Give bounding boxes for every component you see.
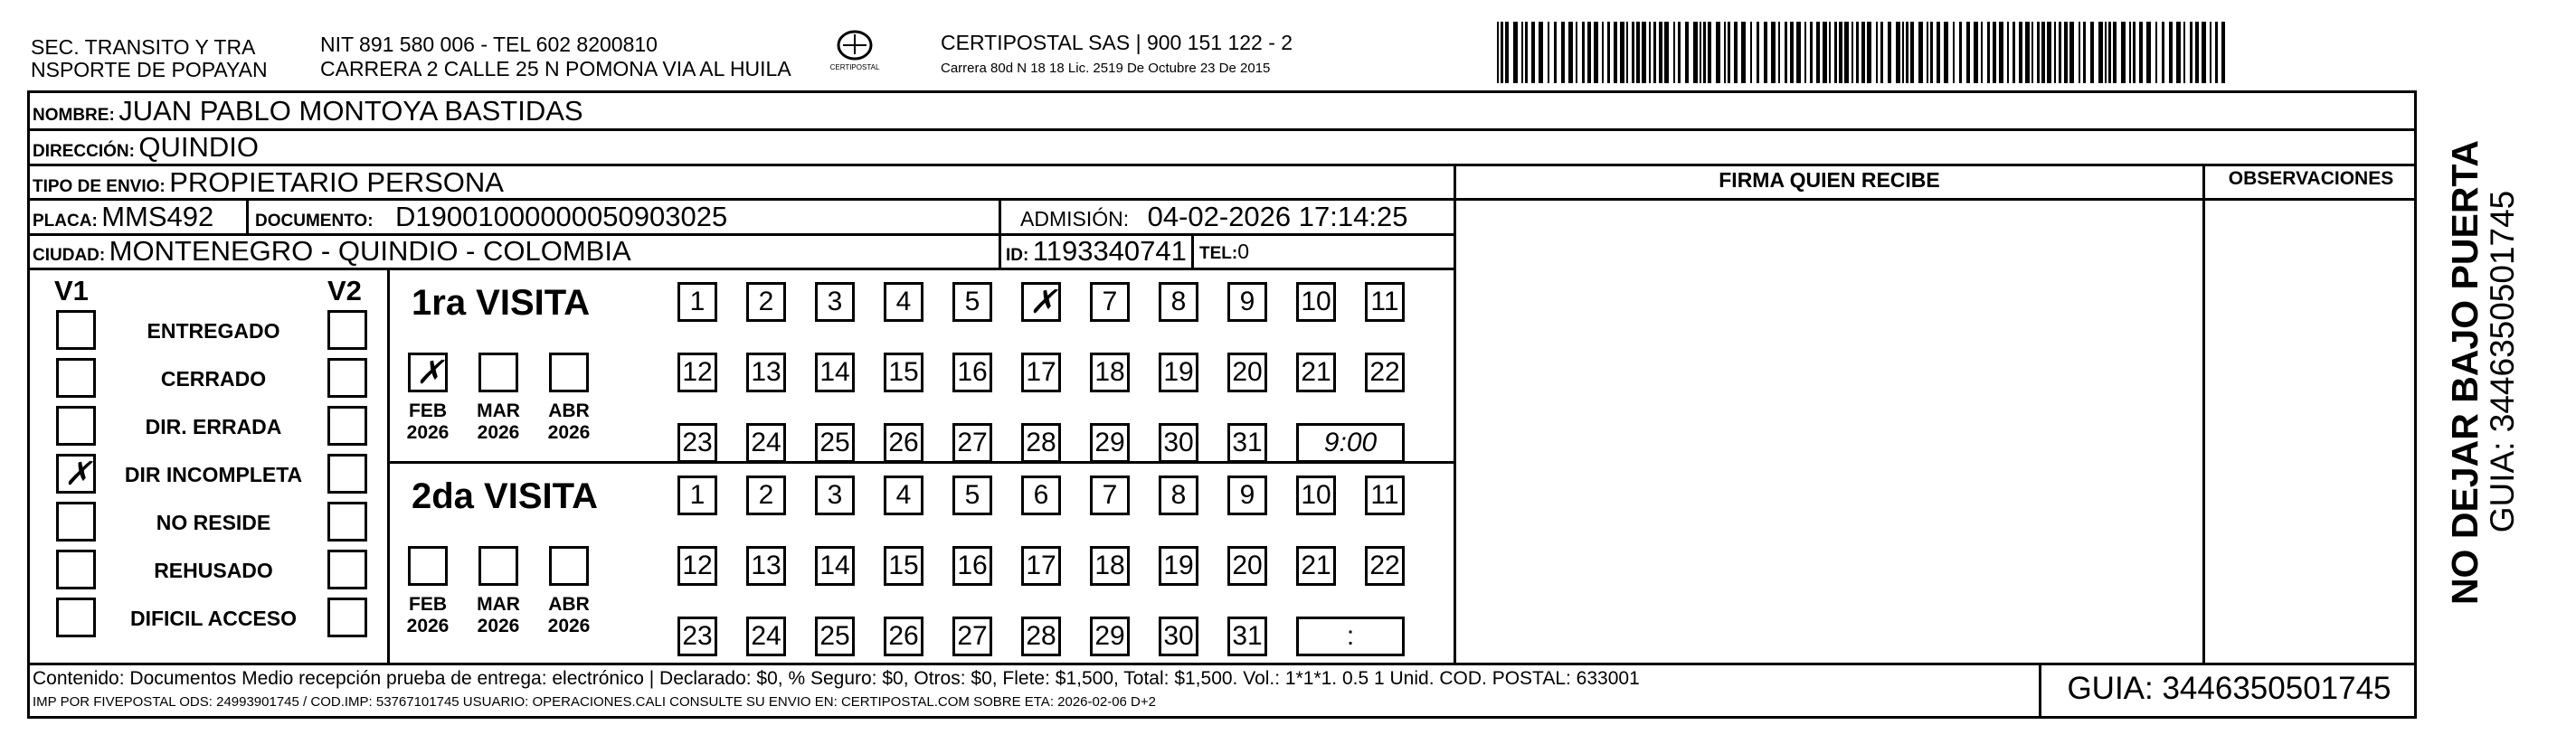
barcode-bar: [2215, 22, 2218, 83]
name-label: NOMBRE:: [33, 106, 115, 125]
month-year: 2026: [547, 422, 591, 443]
tel-value: 0: [1237, 240, 1250, 263]
v1-checkbox-dificil-acceso[interactable]: [56, 598, 96, 637]
month-name: ABR: [548, 594, 590, 615]
visit-2-day-box[interactable]: 8: [1159, 476, 1198, 515]
company-line: CERTIPOSTAL SAS | 900 151 122 - 2: [941, 31, 1293, 54]
visit-1-day-box[interactable]: 26: [884, 423, 923, 463]
visit-1-day-box[interactable]: 19: [1159, 353, 1198, 392]
barcode: [1497, 22, 2230, 83]
visit-1-day-box[interactable]: 18: [1090, 353, 1130, 392]
barcode-bar: [1501, 22, 1503, 83]
barcode-bar: [1642, 22, 1646, 83]
barcode-bar: [2007, 22, 2009, 83]
barcode-bar: [1653, 22, 1656, 83]
barcode-bar: [1888, 22, 1891, 83]
v1-checkbox-dir-errada[interactable]: [56, 406, 96, 446]
visit-2-day-box[interactable]: 15: [884, 546, 923, 586]
visit-2-day-box[interactable]: 6: [1021, 476, 1061, 515]
v1-checkbox-rehusado[interactable]: [56, 550, 96, 589]
barcode-bar: [2113, 22, 2117, 83]
barcode-bar: [1804, 22, 1806, 83]
visit-2-day-box[interactable]: 29: [1090, 617, 1130, 656]
recipient-address: QUINDIO: [138, 131, 260, 163]
v2-checkbox-dir-errada[interactable]: [327, 406, 367, 446]
barcode-bar: [1539, 22, 1543, 83]
barcode-bar: [1867, 22, 1871, 83]
visit-1-day-box[interactable]: 28: [1021, 423, 1061, 463]
barcode-bar: [1734, 22, 1738, 83]
visit-2-month-label: [396, 594, 459, 637]
barcode-bar: [1757, 22, 1759, 83]
barcode-bar: [1829, 22, 1831, 83]
barcode-bar: [2041, 22, 2045, 83]
visit-1-month-checkbox[interactable]: [408, 353, 448, 392]
document-label: DOCUMENTO:: [255, 212, 374, 231]
barcode-bar: [1861, 22, 1865, 83]
status-label-dir-errada: DIR. ERRADA: [145, 415, 282, 438]
visit-2-time-box[interactable]: :: [1296, 617, 1405, 656]
visit-1-month-label: [467, 400, 530, 444]
visit-1-time-box[interactable]: 9:00: [1296, 423, 1405, 463]
observations-area[interactable]: [2205, 201, 2417, 663]
barcode-bar: [1531, 22, 1535, 83]
barcode-bar: [1785, 22, 1787, 83]
visit-2-day-box[interactable]: 28: [1021, 617, 1061, 656]
visit-2-day-box[interactable]: 12: [677, 546, 717, 586]
visit-1-day-box[interactable]: 30: [1159, 423, 1198, 463]
barcode-bar: [1649, 22, 1651, 83]
tel-cell: [1199, 233, 1249, 273]
barcode-bar: [1910, 22, 1914, 83]
visit-1-day-box[interactable]: 29: [1090, 423, 1130, 463]
visit-2-day-box[interactable]: 31: [1227, 617, 1267, 656]
barcode-bar: [1974, 22, 1978, 83]
barcode-bar: [1505, 22, 1509, 83]
barcode-bar: [2098, 22, 2103, 83]
visit-1-day-box[interactable]: 7: [1090, 282, 1130, 322]
visit-2-day-box[interactable]: 25: [815, 617, 855, 656]
barcode-bar: [1778, 22, 1780, 83]
address-line: CARRERA 2 CALLE 25 N POMONA VIA AL HUILA: [320, 57, 791, 80]
barcode-bar: [1764, 22, 1767, 83]
check-mark: ✗: [64, 456, 92, 493]
v1-checkbox-no-reside[interactable]: [56, 502, 96, 542]
barcode-bar: [2210, 22, 2211, 83]
recipient-name: JUAN PABLO MONTOYA BASTIDAS: [118, 95, 583, 127]
v2-checkbox-dificil-acceso[interactable]: [327, 598, 367, 637]
visit-2-day-box[interactable]: 27: [952, 617, 992, 656]
visit-2-day-box[interactable]: 24: [746, 617, 786, 656]
barcode-bar: [1823, 22, 1827, 83]
visit-2-day-box[interactable]: 17: [1021, 546, 1061, 586]
v1-checkbox-dir-incompleta[interactable]: [56, 454, 96, 494]
barcode-bar: [2012, 22, 2015, 83]
content-line: Contenido: Documentos Medio recepción prueba de entrega: electrónico | Declarado: $0, % Seguro: $0, Otros: $0, Flete: $1,500, Total: $1,500. Vol.: 1*1*1. 0.5 1 Unid. COD. POSTAL: 633001: [33, 668, 1640, 689]
barcode-bar: [1927, 22, 1928, 83]
barcode-bar: [1685, 22, 1689, 83]
barcode-bar: [1724, 22, 1726, 83]
visit-1-day-box[interactable]: 27: [952, 423, 992, 463]
visit-1-day-box[interactable]: 24: [746, 423, 786, 463]
visit-1-day-box[interactable]: 14: [815, 353, 855, 392]
barcode-bar: [1659, 22, 1662, 83]
barcode-bar: [2037, 22, 2040, 83]
visit-1-day-box[interactable]: 31: [1227, 423, 1267, 463]
month-year: 2026: [477, 422, 520, 443]
barcode-bar: [2059, 22, 2061, 83]
barcode-bar: [1607, 22, 1610, 83]
barcode-bar: [2064, 22, 2068, 83]
admission-value: 04-02-2026 17:14:25: [1147, 201, 1408, 232]
barcode-bar: [1999, 22, 2003, 83]
visit-2-month-label: [467, 594, 530, 637]
id-cell: [1006, 233, 1187, 275]
barcode-bar: [2083, 22, 2086, 83]
visit-2-day-box[interactable]: 14: [815, 546, 855, 586]
barcode-bar: [1576, 22, 1577, 83]
city-value: MONTENEGRO - QUINDIO - COLOMBIA: [109, 235, 631, 267]
status-label-cerrado: CERRADO: [160, 367, 267, 391]
barcode-bar: [1876, 22, 1878, 83]
barcode-bar: [1587, 22, 1591, 83]
visit-1-day-box[interactable]: 22: [1365, 353, 1405, 392]
barcode-bar: [1513, 22, 1518, 83]
barcode-bar: [2129, 22, 2131, 83]
visit-2-day-box[interactable]: 10: [1296, 476, 1336, 515]
visit-1-day-box[interactable]: 8: [1159, 282, 1198, 322]
sender-line-2: NSPORTE DE POPAYAN: [31, 58, 268, 81]
v2-label: V2: [327, 275, 362, 306]
barcode-bar: [1896, 22, 1900, 83]
certipostal-logo: [825, 27, 885, 81]
barcode-bar: [1966, 22, 1970, 83]
barcode-bar: [1987, 22, 1990, 83]
visit-2-day-box[interactable]: 5: [952, 476, 992, 515]
visit-1-day-box[interactable]: 10: [1296, 282, 1336, 322]
month-name: FEB: [409, 594, 447, 615]
barcode-bar: [1937, 22, 1940, 83]
barcode-bar: [1703, 22, 1706, 83]
barcode-bar: [1852, 22, 1853, 83]
visit-2-month-checkbox[interactable]: [478, 546, 518, 586]
month-name: ABR: [548, 400, 590, 421]
barcode-bar: [1959, 22, 1962, 83]
document-value: D19001000000050903025: [395, 201, 728, 232]
visit-1-month-label: [396, 400, 459, 444]
visit-1-day-box[interactable]: 5: [952, 282, 992, 322]
footer-guide-number: GUIA: 3446350501745: [2067, 671, 2391, 706]
barcode-bar: [1902, 22, 1904, 83]
barcode-bar: [1708, 22, 1711, 83]
barcode-bar: [1614, 22, 1617, 83]
barcode-bar: [1930, 22, 1933, 83]
v2-checkbox-cerrado[interactable]: [327, 358, 367, 398]
v1-checkbox-entregado[interactable]: [56, 310, 96, 350]
visit-1-day-box[interactable]: 11: [1365, 282, 1405, 322]
barcode-bar: [2108, 22, 2111, 83]
status-label-dir-incompleta: DIR INCOMPLETA: [124, 463, 303, 486]
observations-label: OBSERVACIONES: [2228, 168, 2394, 189]
barcode-bar: [1620, 22, 1624, 83]
barcode-bar: [1548, 22, 1549, 83]
visit-1-day-box[interactable]: 15: [884, 353, 923, 392]
month-year: 2026: [406, 422, 450, 443]
visit-2-day-box[interactable]: 2: [746, 476, 786, 515]
barcode-bar: [2202, 22, 2206, 83]
nit-line: NIT 891 580 006 - TEL 602 8200810: [320, 33, 658, 56]
barcode-bar: [1678, 22, 1681, 83]
side-guide-number: GUIA: 3446350501745: [2484, 190, 2521, 533]
id-value: 1193340741: [1032, 235, 1187, 267]
visit-2-day-box[interactable]: 22: [1365, 546, 1405, 586]
city-label: CIUDAD:: [33, 246, 106, 265]
visit-1-day-box[interactable]: 23: [677, 423, 717, 463]
month-name: FEB: [409, 400, 447, 421]
shipment-type: PROPIETARIO PERSONA: [169, 166, 504, 198]
shipment-type-label: TIPO DE ENVIO:: [33, 177, 166, 196]
receiver-signature-label: FIRMA QUIEN RECIBE: [1719, 168, 1940, 192]
visit-2-day-box[interactable]: 9: [1227, 476, 1267, 515]
month-year: 2026: [477, 616, 520, 636]
barcode-bar: [2090, 22, 2094, 83]
barcode-bar: [1918, 22, 1923, 83]
visit-2-day-box[interactable]: 1: [677, 476, 717, 515]
barcode-bar: [1626, 22, 1628, 83]
city-cell: [33, 233, 631, 275]
visit-2-day-box[interactable]: 3: [815, 476, 855, 515]
tel-label: TEL:: [1199, 244, 1238, 263]
plate-value: MMS492: [101, 201, 214, 232]
sender-line-1: SEC. TRANSITO Y TRA: [31, 35, 256, 59]
visit-2-month-label: [537, 594, 601, 637]
barcode-bar: [2169, 22, 2173, 83]
barcode-bar: [1839, 22, 1842, 83]
barcode-bar: [2146, 22, 2151, 83]
check-mark: ✗: [416, 354, 444, 391]
barcode-bar: [1953, 22, 1955, 83]
v2-checkbox-rehusado[interactable]: [327, 550, 367, 589]
visit-1-month-checkbox[interactable]: [478, 353, 518, 392]
status-label-entregado: ENTREGADO: [147, 319, 280, 343]
v1-label: V1: [54, 275, 89, 306]
visit-1-month-checkbox[interactable]: [549, 353, 589, 392]
check-mark: ✗: [1029, 284, 1057, 321]
visit-2-month-checkbox[interactable]: [408, 546, 448, 586]
barcode-bar: [1880, 22, 1883, 83]
barcode-bar: [1796, 22, 1801, 83]
barcode-bar: [1750, 22, 1752, 83]
visit-1-day-box[interactable]: 13: [746, 353, 786, 392]
visit-2-day-box[interactable]: 18: [1090, 546, 1130, 586]
visit-1-day-box[interactable]: 16: [952, 353, 992, 392]
visit-2-day-box[interactable]: 16: [952, 546, 992, 586]
barcode-bar: [2176, 22, 2181, 83]
barcode-bar: [1741, 22, 1746, 83]
visit-1-day-box[interactable]: 20: [1227, 353, 1267, 392]
id-label: ID:: [1006, 246, 1029, 265]
visit-2-day-box[interactable]: 7: [1090, 476, 1130, 515]
barcode-bar: [1728, 22, 1730, 83]
barcode-bar: [1602, 22, 1604, 83]
barcode-bar: [1856, 22, 1859, 83]
barcode-bar: [2221, 22, 2225, 83]
barcode-bar: [2190, 22, 2192, 83]
visit-1-title: 1ra VISITA: [412, 283, 591, 323]
plate-label: PLACA:: [33, 212, 98, 231]
barcode-bar: [1568, 22, 1573, 83]
visit-1-day-box[interactable]: [1021, 282, 1061, 322]
barcode-bar: [1561, 22, 1565, 83]
barcode-bar: [1944, 22, 1948, 83]
receiver-signature-area[interactable]: [1456, 201, 2202, 663]
barcode-bar: [1981, 22, 1983, 83]
logo-caption: CERTIPOSTAL: [829, 63, 880, 71]
visit-2-day-box[interactable]: 21: [1296, 546, 1336, 586]
barcode-bar: [1525, 22, 1528, 83]
barcode-bar: [1771, 22, 1776, 83]
barcode-bar: [1594, 22, 1598, 83]
barcode-bar: [2195, 22, 2199, 83]
visit-2-day-box[interactable]: 26: [884, 617, 923, 656]
barcode-bar: [1834, 22, 1837, 83]
admission-label: ADMISIÓN:: [1020, 207, 1130, 231]
barcode-bar: [1554, 22, 1557, 83]
barcode-bar: [2105, 22, 2107, 83]
license-line: Carrera 80d N 18 18 Lic. 2519 De Octubre 23 De 2015: [941, 61, 1271, 76]
barcode-bar: [2054, 22, 2056, 83]
visit-1-day-box[interactable]: 21: [1296, 353, 1336, 392]
visit-1-day-box[interactable]: 4: [884, 282, 923, 322]
barcode-bar: [2019, 22, 2022, 83]
barcode-bar: [1844, 22, 1849, 83]
barcode-bar: [2155, 22, 2157, 83]
visit-1-month-label: [537, 400, 601, 444]
barcode-bar: [1993, 22, 1996, 83]
v2-checkbox-no-reside[interactable]: [327, 502, 367, 542]
barcode-bar: [2121, 22, 2126, 83]
barcode-bar: [1716, 22, 1720, 83]
visit-2-month-checkbox[interactable]: [549, 546, 589, 586]
barcode-bar: [2139, 22, 2143, 83]
visit-2-day-box[interactable]: 19: [1159, 546, 1198, 586]
barcode-bar: [1673, 22, 1675, 83]
status-label-dificil-acceso: DIFICIL ACCESO: [129, 607, 297, 630]
print-line: IMP POR FIVEPOSTAL ODS: 24993901745 / COD.IMP: 53767101745 USUARIO: OPERACIONES.CALI CONSULTE SU ENVIO EN: CERTIPOSTAL.COM SOBRE ETA: 2026-02-06 D+2: [33, 694, 1156, 710]
visit-1-day-box[interactable]: 3: [815, 282, 855, 322]
barcode-bar: [2183, 22, 2185, 83]
visit-1-day-box[interactable]: 9: [1227, 282, 1267, 322]
month-year: 2026: [406, 616, 450, 636]
visit-1-day-box[interactable]: 1: [677, 282, 717, 322]
barcode-bar: [1582, 22, 1585, 83]
barcode-bar: [1693, 22, 1698, 83]
v1-checkbox-cerrado[interactable]: [56, 358, 96, 398]
barcode-bar: [2069, 22, 2074, 83]
month-name: MAR: [477, 594, 520, 615]
barcode-bar: [1790, 22, 1794, 83]
month-name: MAR: [477, 400, 520, 421]
visit-2-day-box[interactable]: 13: [746, 546, 786, 586]
v2-checkbox-entregado[interactable]: [327, 310, 367, 350]
status-label-rehusado: REHUSADO: [154, 559, 273, 582]
barcode-bar: [2047, 22, 2051, 83]
barcode-bar: [2031, 22, 2033, 83]
barcode-bar: [1521, 22, 1523, 83]
barcode-bar: [1632, 22, 1634, 83]
barcode-bar: [1636, 22, 1640, 83]
visit-2-day-box[interactable]: 11: [1365, 476, 1405, 515]
visit-1-day-box[interactable]: 2: [746, 282, 786, 322]
status-label-no-reside: NO RESIDE: [156, 511, 271, 534]
visit-2-day-box[interactable]: 30: [1159, 617, 1198, 656]
barcode-bar: [2025, 22, 2030, 83]
visit-2-day-box[interactable]: 4: [884, 476, 923, 515]
barcode-bar: [2133, 22, 2136, 83]
visit-1-day-box[interactable]: 17: [1021, 353, 1061, 392]
visit-2-title: 2da VISITA: [412, 476, 598, 516]
barcode-bar: [1906, 22, 1908, 83]
visit-2-day-box[interactable]: 20: [1227, 546, 1267, 586]
barcode-bar: [1816, 22, 1820, 83]
v2-checkbox-dir-incompleta[interactable]: [327, 454, 367, 494]
side-warning: NO DEJAR BAJO PUERTA: [2444, 139, 2486, 606]
visit-1-day-box[interactable]: 25: [815, 423, 855, 463]
visit-1-day-box[interactable]: 12: [677, 353, 717, 392]
barcode-bar: [1810, 22, 1813, 83]
barcode-bar: [2079, 22, 2080, 83]
barcode-bar: [1664, 22, 1669, 83]
barcode-bar: [1700, 22, 1701, 83]
visit-2-day-box[interactable]: 23: [677, 617, 717, 656]
barcode-bar: [1497, 22, 1499, 83]
address-label: DIRECCIÓN:: [33, 142, 135, 161]
month-year: 2026: [547, 616, 591, 636]
barcode-bar: [2162, 22, 2164, 83]
